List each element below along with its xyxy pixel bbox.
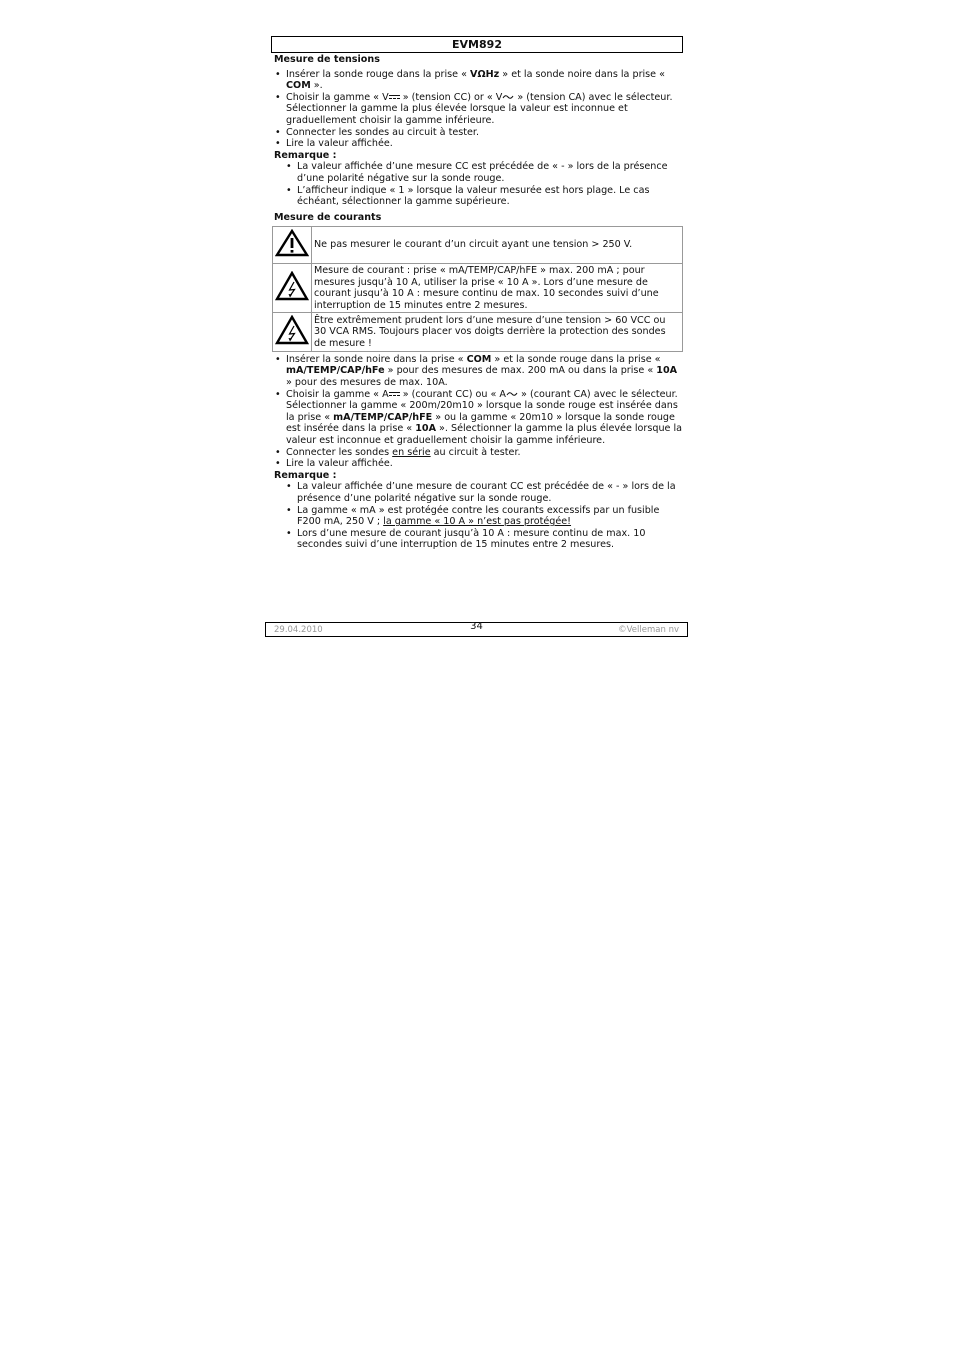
warning-text: Être extrêmement prudent lors d’une mesure d’une tension > 60 VCC ou 30 VCA RMS. Toujours placer vos doigts derrière la protection des sondes de mesure ! xyxy=(312,313,683,352)
footer-copyright: ©Velleman nv xyxy=(618,625,679,635)
list-item: • Insérer la sonde noire dans la prise « COM » et la sonde rouge dans la prise « mA/TEMP/CAP/hFe » pour des mesures de max. 200 mA ou dans la prise « 10A » pour des mesures de max. 10A. xyxy=(286,354,683,389)
warning-table xyxy=(272,226,683,352)
list-item: • La valeur affichée d’une mesure de courant CC est précédée de « - » lors de la présence d’une polarité négative sur la sonde rouge. xyxy=(297,481,683,504)
list-item: • Lors d’une mesure de courant jusqu’à 10 A : mesure continu de max. 10 secondes suivi d’une interruption de 15 minutes entre 2 mesures. xyxy=(297,528,683,551)
page-number: 34 xyxy=(470,621,483,632)
table-row xyxy=(273,313,683,352)
list-item: • La valeur affichée d’une mesure CC est précédée de « - » lors de la présence d’une polarité négative sur la sonde rouge. xyxy=(297,161,683,184)
manual-page xyxy=(271,36,683,551)
list-item: • Choisir la gamme « V » (tension CC) or « V » (tension CA) avec le sélecteur. Sélectionner la gamme la plus élevée lorsque la valeur est inconnue et graduellement choisir la gamme inférieure. xyxy=(286,92,683,127)
list-item: • Connecter les sondes au circuit à tester. xyxy=(286,127,683,139)
warning-triangle-icon xyxy=(275,229,309,257)
warning-text: Mesure de courant : prise « mA/TEMP/CAP/hFE » max. 200 mA ; pour mesures jusqu’à 10 A, utiliser la prise « 10 A ». Lors d’une mesure de courant jusqu’à 10 A : mesure continu de max. 10 secondes suivi d’une interruption de 15 minutes entre 2 mesures. xyxy=(312,263,683,312)
current-steps-list xyxy=(271,354,683,470)
list-item: • Connecter les sondes en série au circuit à tester. xyxy=(286,447,683,459)
footer-date: 29.04.2010 xyxy=(274,625,323,635)
page-header-model: EVM892 xyxy=(271,36,683,53)
list-item: • Lire la valeur affichée. xyxy=(286,458,683,470)
list-item: • L’afficheur indique « 1 » lorsque la valeur mesurée est hors plage. Le cas échéant, sélectionner la gamme supérieure. xyxy=(297,185,683,208)
high-voltage-icon xyxy=(275,315,309,345)
voltage-steps-list xyxy=(271,69,683,150)
voltage-remarks-list xyxy=(271,161,683,207)
high-voltage-icon xyxy=(275,271,309,301)
list-item: • Choisir la gamme « A » (courant CC) ou « A » (courant CA) avec le sélecteur. Sélectionner la gamme « 200m/20m10 » lorsque la sonde rouge est insérée dans la prise « mA/TEMP/CAP/hFE » ou la gamme « 20m10 » lorsque la sonde rouge est insérée dans la prise « 10A ». Sélectionner la gamme la plus élevée lorsque la valeur est inconnue et graduellement choisir la gamme inférieure. xyxy=(286,389,683,447)
ac-symbol-icon xyxy=(502,93,514,101)
list-item: • La gamme « mA » est protégée contre les courants excessifs par un fusible F200 mA, 250 V ; la gamme « 10 A » n’est pas protégée! xyxy=(297,505,683,528)
section-title-current: Mesure de courants xyxy=(274,211,382,223)
remark-title: Remarque : xyxy=(274,149,337,161)
dc-symbol-icon xyxy=(389,390,400,398)
section-title-voltage: Mesure de tensions xyxy=(274,54,380,65)
table-row xyxy=(273,227,683,264)
remark-title: Remarque : xyxy=(274,469,337,481)
warning-text: Ne pas mesurer le courant d’un circuit ayant une tension > 250 V. xyxy=(312,227,683,264)
page-footer xyxy=(265,622,688,637)
table-row xyxy=(273,263,683,312)
dc-symbol-icon xyxy=(389,93,400,101)
current-remarks-list xyxy=(271,481,683,551)
ac-symbol-icon xyxy=(506,390,518,398)
list-item: • Lire la valeur affichée. xyxy=(286,138,683,150)
list-item: • Insérer la sonde rouge dans la prise « VΩHz » et la sonde noire dans la prise « COM ». xyxy=(286,69,683,92)
